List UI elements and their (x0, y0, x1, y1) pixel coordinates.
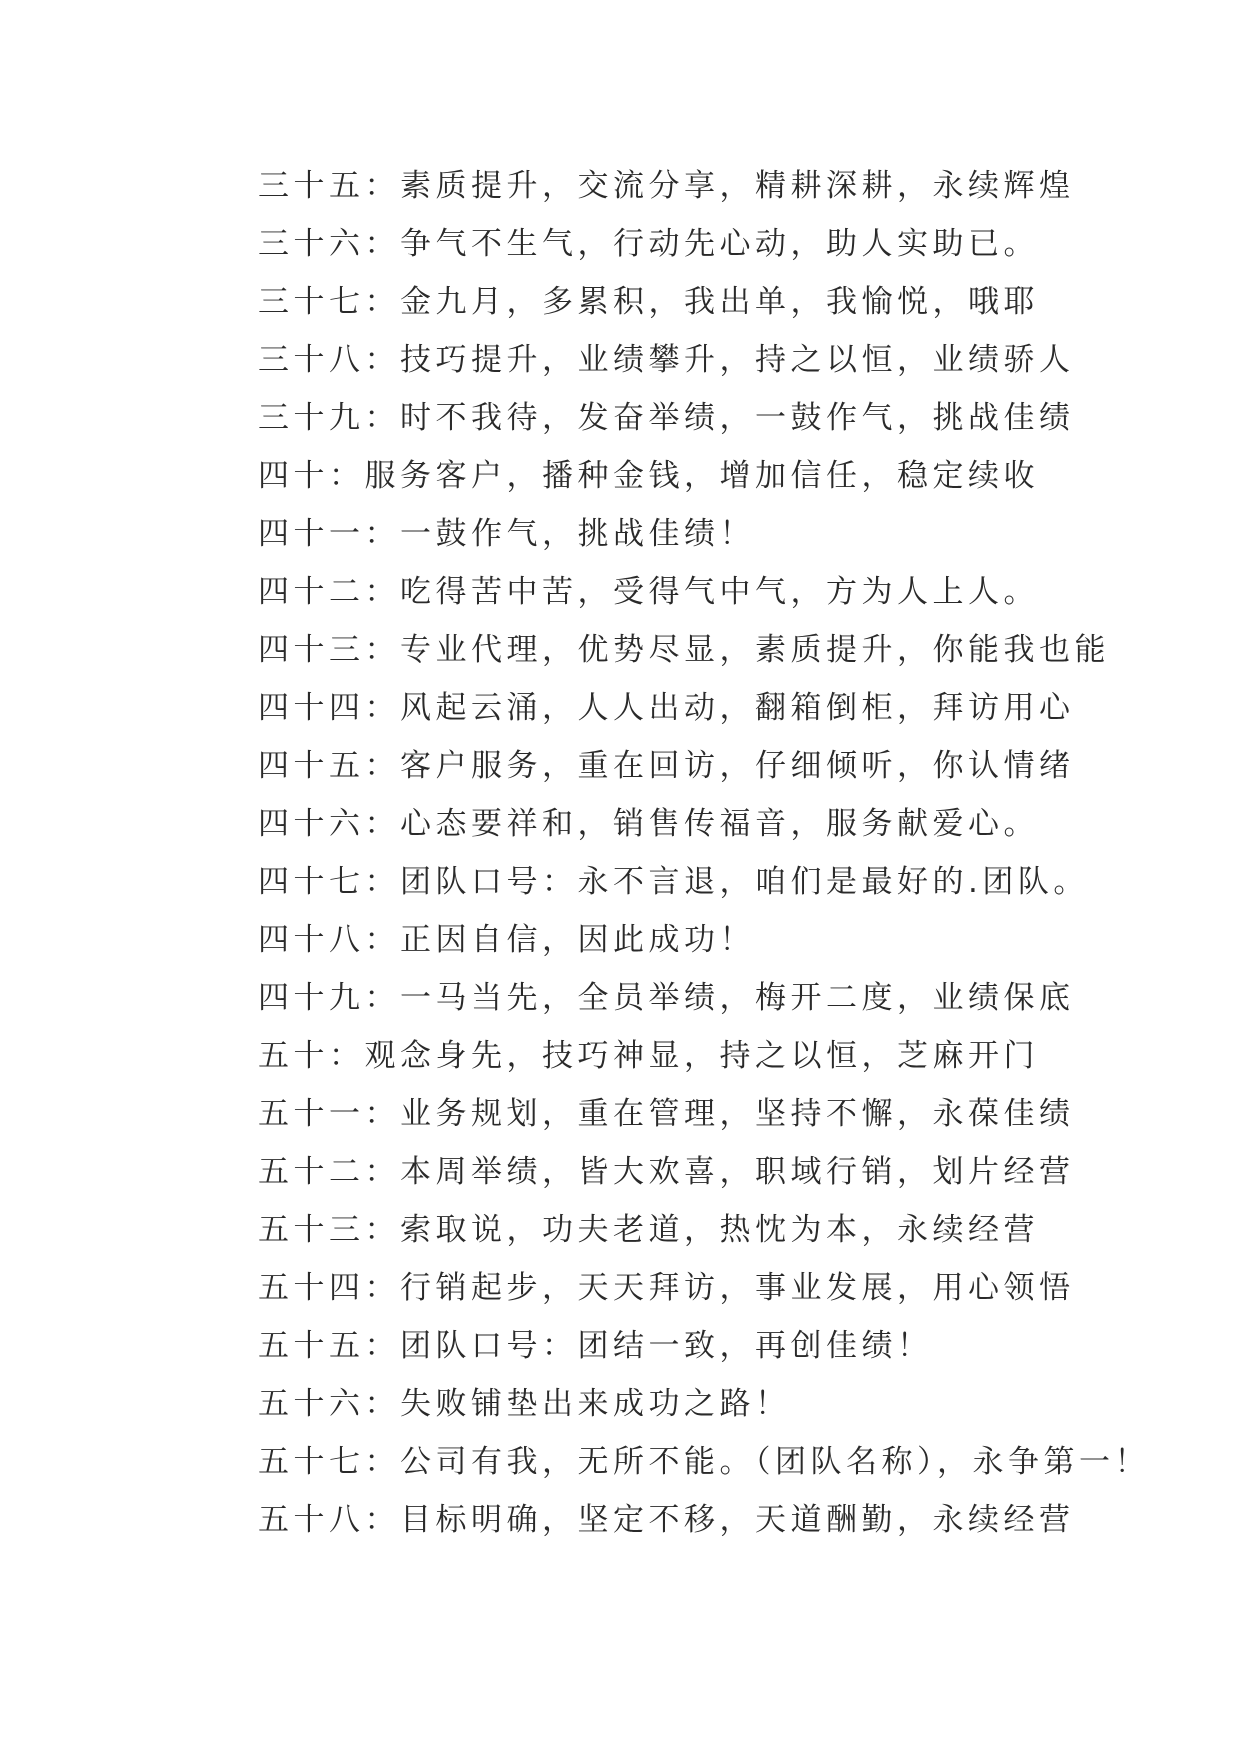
slogan-line: 五十四：行销起步，天天拜访，事业发展，用心领悟 (258, 1270, 1075, 1306)
slogan-line: 四十八：正因自信，因此成功！ (258, 922, 755, 958)
slogan-line: 五十三：索取说，功夫老道，热忱为本，永续经营 (258, 1212, 1039, 1248)
slogan-line: 三十七：金九月，多累积，我出单，我愉悦，哦耶 (258, 284, 1039, 320)
slogan-line: 三十八：技巧提升，业绩攀升，持之以恒，业绩骄人 (258, 342, 1075, 378)
slogan-line: 五十五：团队口号：团结一致，再创佳绩！ (258, 1328, 933, 1364)
slogan-line: 四十七：团队口号：永不言退，咱们是最好的.团队。 (258, 864, 1089, 900)
slogan-line: 五十六：失败铺垫出来成功之路！ (258, 1386, 791, 1422)
slogan-line: 五十一：业务规划，重在管理，坚持不懈，永葆佳绩 (258, 1096, 1075, 1132)
slogan-line: 四十四：风起云涌，人人出动，翻箱倒柜，拜访用心 (258, 690, 1075, 726)
slogan-line: 五十二：本周举绩，皆大欢喜，职域行销，划片经营 (258, 1154, 1075, 1190)
slogan-line: 五十八：目标明确，坚定不移，天道酬勤，永续经营 (258, 1502, 1075, 1538)
slogan-list (258, 157, 1158, 1549)
slogan-line: 四十一：一鼓作气，挑战佳绩！ (258, 516, 755, 552)
slogan-line: 三十六：争气不生气，行动先心动，助人实助已。 (258, 226, 1039, 262)
slogan-line: 五十：观念身先，技巧神显，持之以恒，芝麻开门 (258, 1038, 1039, 1074)
slogan-line: 四十：服务客户，播种金钱，增加信任，稳定续收 (258, 458, 1039, 494)
slogan-line: 三十五：素质提升，交流分享，精耕深耕，永续辉煌 (258, 168, 1075, 204)
slogan-line: 三十九：时不我待，发奋举绩，一鼓作气，挑战佳绩 (258, 400, 1075, 436)
slogan-line: 四十五：客户服务，重在回访，仔细倾听，你认情绪 (258, 748, 1075, 784)
slogan-line: 四十三：专业代理，优势尽显，素质提升，你能我也能 (258, 632, 1110, 668)
slogan-line: 四十九：一马当先，全员举绩，梅开二度，业绩保底 (258, 980, 1075, 1016)
slogan-line: 四十二：吃得苦中苦，受得气中气，方为人上人。 (258, 574, 1039, 610)
slogan-line: 五十七：公司有我，无所不能。（团队名称），永争第一！ (258, 1444, 1150, 1480)
slogan-line: 四十六：心态要祥和，销售传福音，服务献爱心。 (258, 806, 1039, 842)
